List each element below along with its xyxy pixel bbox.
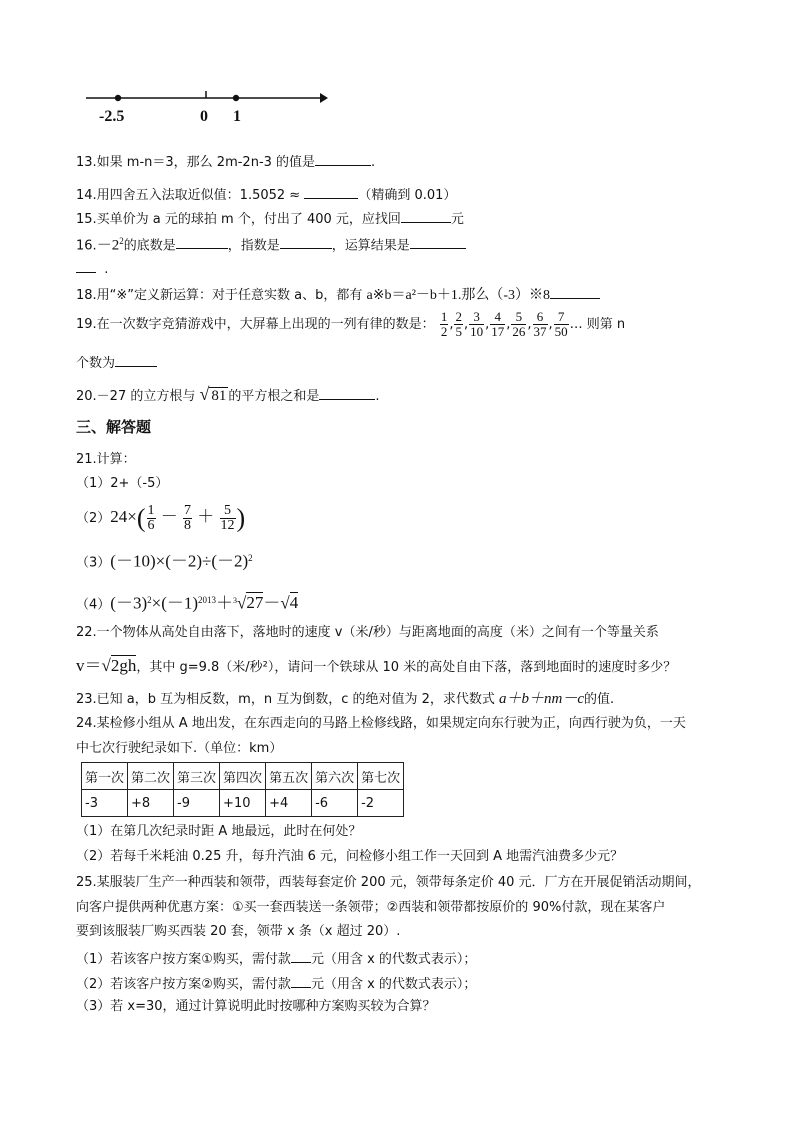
fraction-4: $\frac{4}{17}$ [491,309,505,339]
answer-blank[interactable] [401,208,451,223]
fraction-2: $\frac{2}{5}$ [455,309,462,339]
question-13: 13.如果 m-n＝3，那么 2m-2n-3 的值是 . [76,151,375,172]
question-24-line-1: 24.某检修小组从 A 地出发，在东西走向的马路上检修线路，如果规定向东行驶为正，向西行驶为负，一天 [76,716,686,731]
table-cell: -3 [82,790,128,817]
fraction-6: $\frac{6}{37}$ [533,309,547,339]
question-25-line-2: 向客户提供两种优惠方案：①买一套西装送一条领带；②西装和领带都按原价的 90%付款，现在某客户 [76,900,666,915]
fraction-5: $\frac{5}{26}$ [512,309,526,339]
sqrt-icon: √ [199,384,210,404]
driving-log-table [81,762,404,817]
table-cell: -2 [358,790,404,817]
question-15: 15.买单价为 a 元的球拍 m 个，付出了 400 元，应找回 元 [76,208,464,229]
sqrt-icon: √ [101,656,111,675]
table-header-cell: 第一次 [82,763,128,790]
number-line-label-neg: -2.5 [99,108,125,125]
answer-blank[interactable] [76,258,96,273]
question-19: 19.在一次数字竞猜游戏中，大屏幕上出现的一列有律的数是： $\frac{1}{2}$ , $\frac{2}{5}$ , $\frac{3}{10}$ , $\frac{4}{17}$ , $\frac{5}{26}$ , $\frac{6}{37}$ , $\frac{7}{50}$ … 则第 n [76,309,626,339]
fraction-5-12: $\frac{5}{12}$ [220,503,235,533]
question-25-line-1: 25.某服装厂生产一种西装和领带，西装每套定价 200 元，领带每条定价 40 元．厂方在开展促销活动期间， [76,875,701,890]
question-25-part-2: （2）若该客户按方案②购买，需付款 元（用含 x 的代数式表示）； [76,973,476,994]
number-line-label-one: 1 [233,108,241,125]
answer-blank[interactable] [176,234,228,249]
number-line-label-zero: 0 [200,108,208,125]
question-18: 18.用“※”定义新运算：对于任意实数 a、b，都有 a※b＝a²－b＋1.那么（-3）※8 [76,284,600,305]
question-25-line-3: 要到该服装厂购买西装 20 套，领带 x 条（x 超过 20）. [76,924,401,939]
question-24-part-1: （1）在第几次纪录时距 A 地最远，此时在何处？ [76,824,362,839]
table-cell: -9 [174,790,220,817]
table-header-cell: 第四次 [220,763,266,790]
question-16-continued: . [76,258,108,279]
fraction-3: $\frac{3}{10}$ [470,309,484,339]
fraction-1-6: $\frac{1}{6}$ [147,503,155,533]
table-cell: +8 [128,790,174,817]
answer-blank[interactable] [280,234,332,249]
question-21-part-3: $(3)(-10)\times(-2)\div(-2)^2$ [76,551,253,571]
question-14: 14.用四舍五入法取近似值：1.5052 ≈ （精确到 0.01） [76,184,456,205]
answer-blank[interactable] [291,973,311,988]
fraction-1: $\frac{1}{2}$ [440,309,448,339]
question-22-line-2: v＝√2gh，其中 g=9.8（米/秒²），请问一个铁球从 10 米的高处自由下落，落到地面时的速度时多少？ [76,656,677,675]
answer-blank[interactable] [410,234,466,249]
table-header-cell: 第七次 [358,763,404,790]
question-22-line-1: 22.一个物体从高处自由落下，落地时的速度 v（米/秒）与距离地面的高度（米）之间有一个等量关系 [76,625,659,640]
answer-blank[interactable] [115,352,157,367]
table-header-cell: 第六次 [312,763,358,790]
answer-blank[interactable] [304,184,358,199]
answer-blank[interactable] [315,151,371,166]
table-cell: +4 [266,790,312,817]
answer-blank[interactable] [291,948,311,963]
sqrt-icon: √ [280,593,290,613]
table-cell: -6 [312,790,358,817]
question-25-part-3: （3）若 x=30，通过计算说明此时按哪种方案购买较为合算？ [76,999,436,1014]
question-16: $16.-2^2$的底数是 ，指数是 ，运算结果是 [76,232,466,255]
question-23: 23.已知 a，b 互为相反数，m，n 互为倒数，c 的绝对值为 2，求代数式 a＋b＋nm－c的值. [76,691,615,707]
table-header-row [82,763,404,790]
question-21-part-2: （2）24×( $\frac{1}{6}$ － $\frac{7}{8}$ ＋ $\frac{5}{12}$ ) [76,503,246,533]
arrow-head-icon [320,93,328,103]
table-header-cell: 第三次 [174,763,220,790]
table-header-cell: 第二次 [128,763,174,790]
question-24-part-2: （2）若每千米耗油 0.25 升，每升汽油 6 元，问检修小组工作一天回到 A 地需汽油费多少元？ [76,849,624,864]
sqrt-icon: √ [237,593,247,613]
point-1 [233,95,239,101]
question-21-part-4: $(4)(-3)^2\times(-1)^{2013}+^3√27-√4$ [76,593,299,613]
fraction-7: $\frac{7}{50}$ [554,309,568,339]
table-cell: +10 [220,790,266,817]
table-header-cell: 第五次 [266,763,312,790]
question-20: 20.－27 的立方根与 √ 81 的平方根之和是 . [76,384,380,404]
question-25-part-1: （1）若该客户按方案①购买，需付款 元（用含 x 的代数式表示）； [76,948,476,969]
fraction-7-8: $\frac{7}{8}$ [184,503,192,533]
point-minus-2-5 [115,95,121,101]
question-24-line-2: 中七次行驶纪录如下.（单位：km） [76,741,283,756]
answer-blank[interactable] [550,284,600,299]
section-title: 三、解答题 [76,418,152,436]
question-21-part-1: （1）2+（-5） [76,476,169,491]
question-19-continued: 个数为 [76,352,157,373]
question-21-title: 21.计算： [76,452,136,467]
table-row [82,790,404,817]
number-line-figure [84,88,330,108]
answer-blank[interactable] [319,385,375,400]
